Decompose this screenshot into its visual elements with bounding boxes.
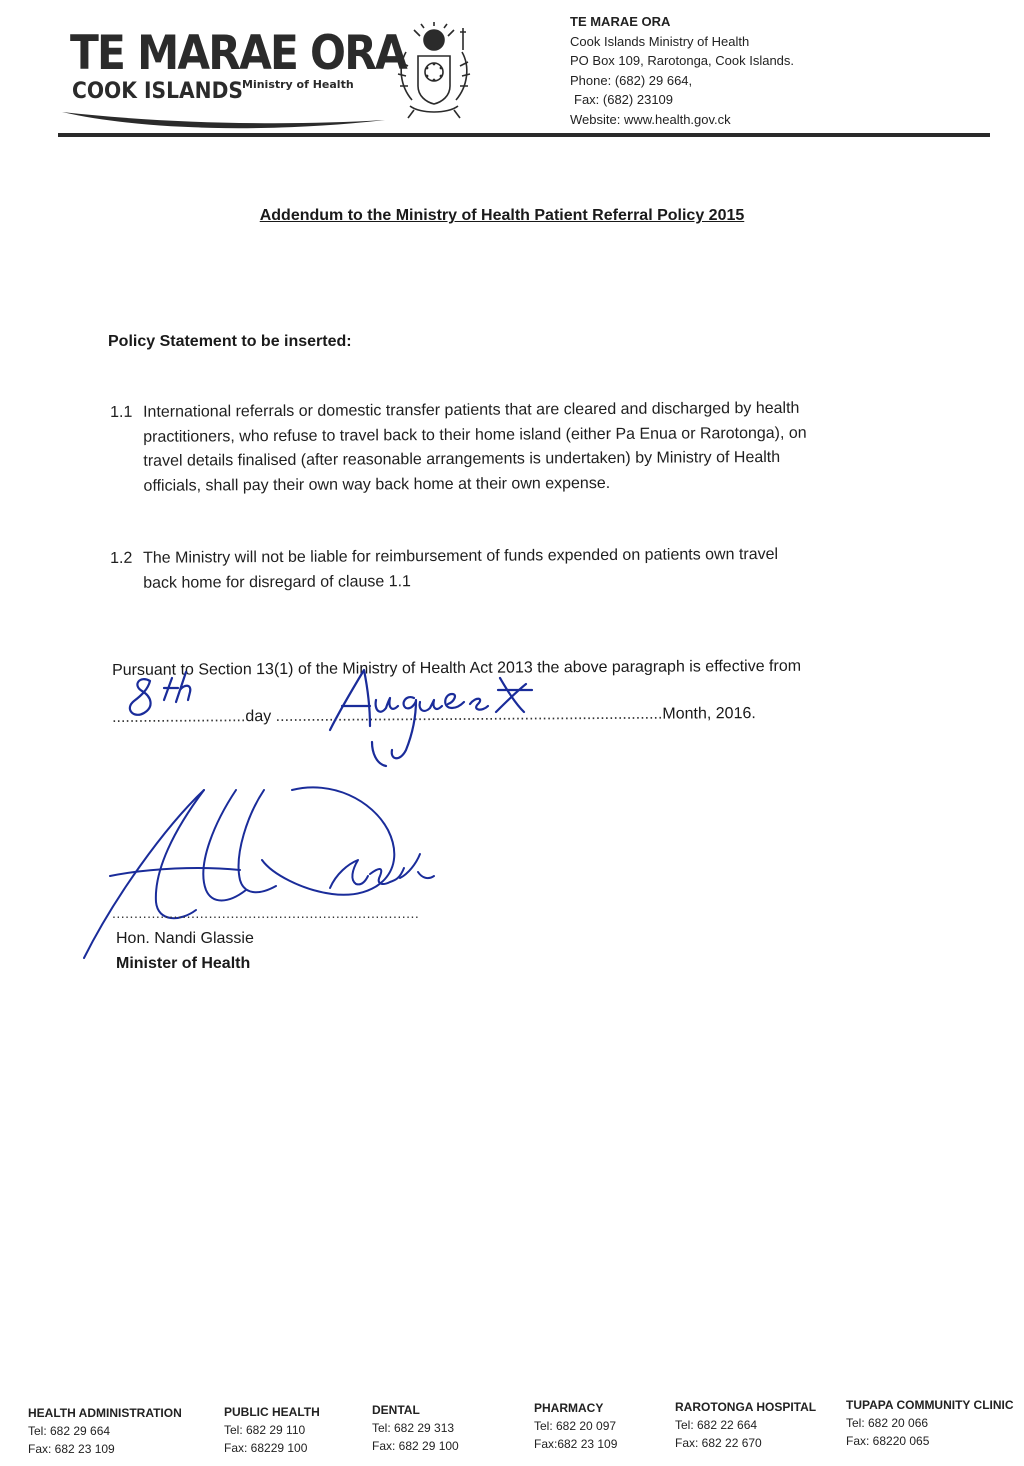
footer-rarotonga-hospital bbox=[675, 1398, 816, 1452]
footer-tel: Tel: 682 22 664 bbox=[675, 1418, 758, 1432]
handwritten-day bbox=[130, 672, 190, 715]
day-dots: .............................. bbox=[112, 708, 246, 726]
footer-heading: PUBLIC HEALTH bbox=[224, 1405, 320, 1419]
logo-tagline: Ministry of Health bbox=[242, 78, 354, 91]
clause-line: officials, shall pay their own way back home at their own expense. bbox=[143, 474, 611, 495]
clause-line: back home for disregard of clause 1.1 bbox=[143, 572, 411, 592]
signature-line: ...................................................................... bbox=[112, 905, 420, 921]
footer-tel: Tel: 682 29 110 bbox=[224, 1423, 306, 1437]
footer-tupapa-community-clinic bbox=[846, 1396, 1014, 1450]
footer-fax: Fax:682 23 109 bbox=[534, 1437, 618, 1451]
footer-heading: TUPAPA COMMUNITY CLINIC bbox=[846, 1398, 1014, 1412]
pursuant-statement: Pursuant to Section 13(1) of the Ministry of Health Act 2013 the above paragraph is effective from bbox=[112, 657, 802, 679]
postal-address: PO Box 109, Rarotonga, Cook Islands. bbox=[570, 53, 795, 68]
footer-fax: Fax: 682 23 109 bbox=[28, 1442, 115, 1456]
logo-subtitle: COOK ISLANDS bbox=[72, 79, 243, 104]
phone-number: Phone: (682) 29 664, bbox=[570, 72, 693, 88]
clause-number: 1.2 bbox=[110, 549, 133, 567]
footer-heading: RAROTONGA HOSPITAL bbox=[675, 1400, 817, 1414]
footer-heading: HEALTH ADMINISTRATION bbox=[28, 1406, 182, 1420]
footer-dental bbox=[372, 1401, 459, 1455]
month-dots: ....................................................................................... bbox=[275, 705, 663, 726]
footer-heading: DENTAL bbox=[372, 1403, 420, 1417]
footer-tel: Tel: 682 29 664 bbox=[28, 1424, 111, 1438]
footer-health-administration bbox=[28, 1404, 182, 1458]
handwritten-month bbox=[330, 670, 532, 766]
footer-tel: Tel: 682 20 066 bbox=[846, 1416, 929, 1430]
org-name: TE MARAE ORA bbox=[570, 14, 671, 29]
footer-fax: Fax: 682 29 100 bbox=[372, 1439, 459, 1453]
clause-line: International referrals or domestic transfer patients that are cleared and discharged by health bbox=[143, 399, 800, 421]
clause-line: The Ministry will not be liable for reimbursement of funds expended on patients own travel bbox=[143, 545, 779, 567]
footer-fax: Fax: 68220 065 bbox=[846, 1434, 930, 1448]
clause-line: practitioners, who refuse to travel back to their home island (either Pa Enua or Rarotonga), on bbox=[143, 424, 807, 446]
footer-fax: Fax: 682 22 670 bbox=[675, 1436, 762, 1450]
signer-title: Minister of Health bbox=[116, 955, 251, 972]
logo-title: TE MARAE ORA bbox=[70, 26, 406, 81]
footer-pharmacy bbox=[534, 1399, 617, 1453]
footer-tel: Tel: 682 29 313 bbox=[372, 1421, 455, 1435]
day-label: day bbox=[245, 708, 272, 726]
footer-fax: Fax: 68229 100 bbox=[224, 1441, 308, 1455]
website: Website: www.health.gov.ck bbox=[570, 111, 731, 127]
footer-tel: Tel: 682 20 097 bbox=[534, 1419, 617, 1433]
clause-number: 1.1 bbox=[110, 403, 133, 421]
clause-line: travel details finalised (after reasonable arrangements is undertaken) by Ministry of Health bbox=[143, 448, 781, 470]
footer-public-health bbox=[224, 1403, 320, 1457]
signer-name: Hon. Nandi Glassie bbox=[116, 930, 254, 947]
footer-heading: PHARMACY bbox=[534, 1401, 604, 1415]
month-label: Month, 2016. bbox=[662, 705, 756, 723]
document-title: Addendum to the Ministry of Health Patient Referral Policy 2015 bbox=[259, 207, 745, 224]
ministry-name: Cook Islands Ministry of Health bbox=[570, 33, 750, 49]
fax-number: Fax: (682) 23109 bbox=[574, 92, 674, 107]
section-heading: Policy Statement to be inserted: bbox=[108, 333, 352, 350]
